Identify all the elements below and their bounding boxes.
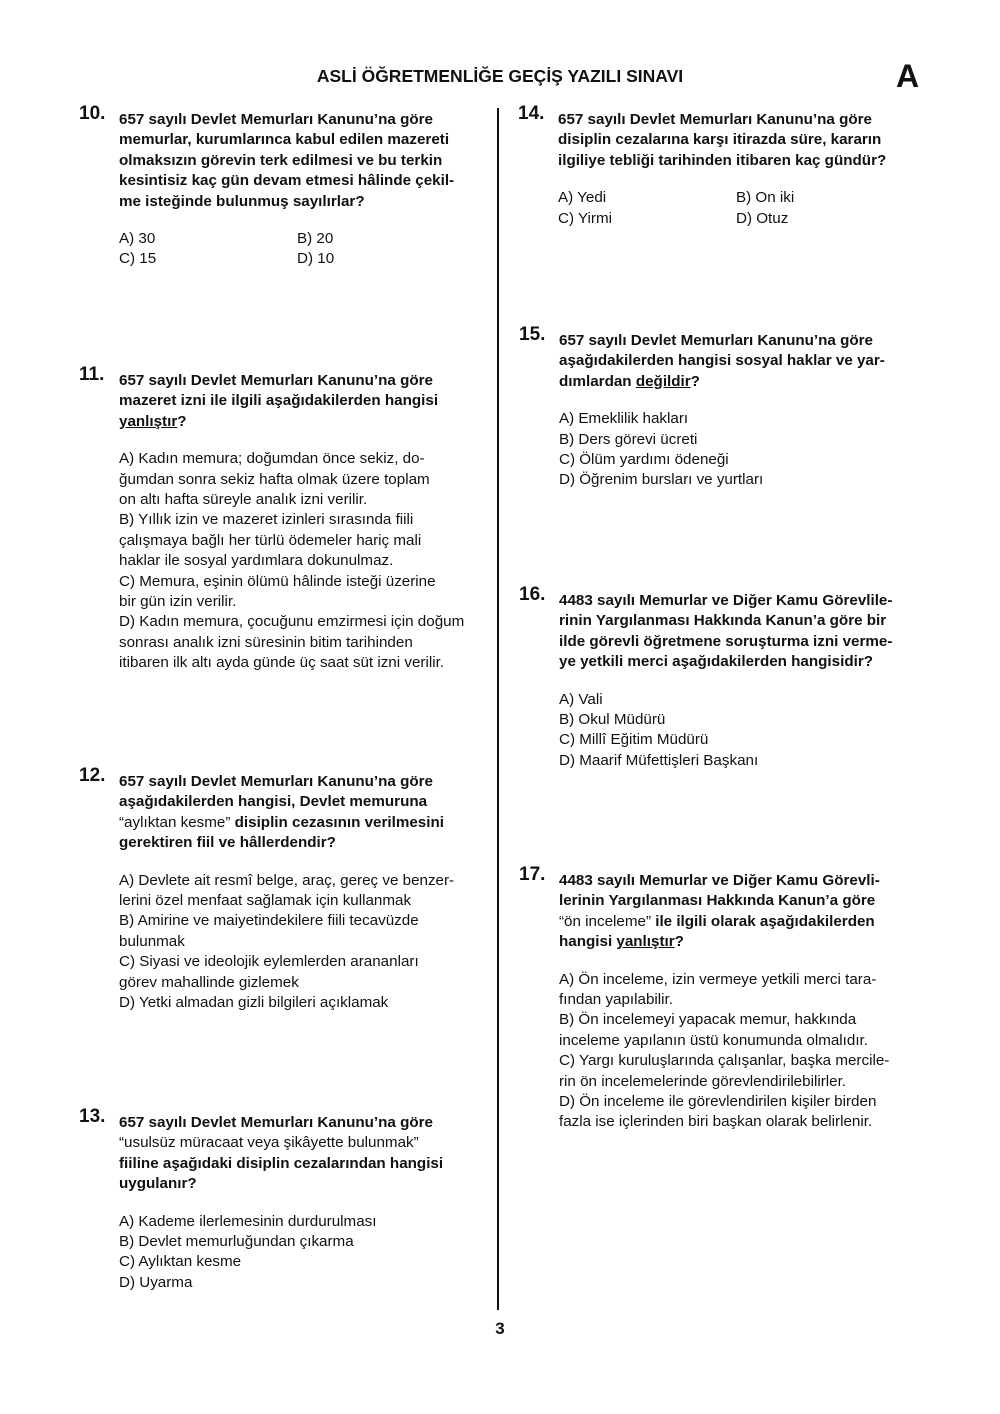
option-d[interactable]: D) Öğrenim bursları ve yurtları bbox=[559, 471, 764, 489]
page-number: 3 bbox=[495, 1319, 505, 1338]
answer-options bbox=[119, 229, 489, 270]
question-16 bbox=[519, 584, 939, 771]
option-a[interactable]: A) Vali bbox=[559, 690, 603, 708]
option-b[interactable]: B) Amirine ve maiyetindekilere fiili tecavüzde bulunmak bbox=[119, 912, 419, 950]
option-c[interactable]: C) Aylıktan kesme bbox=[119, 1253, 242, 1271]
option-d[interactable]: D) Ön inceleme ile görevlendirilen kişiler birden fazla ise içlerinden biri başkan olarak belirlenir. bbox=[559, 1093, 877, 1131]
booklet-letter: A bbox=[896, 58, 920, 94]
question-stem: 657 sayılı Devlet Memurları Kanunu’na göre memurlar, kurumlarınca kabul edilen mazereti olmaksızın görevin terk edilmesi ve bu terkin kesintisiz kaç gün devam etmesi hâlinde çekil- me isteğinde bulunmuş sayılırlar? bbox=[119, 111, 455, 210]
option-a[interactable]: A) Yedi bbox=[558, 189, 607, 207]
answer-options bbox=[119, 1212, 494, 1294]
option-d[interactable]: D) Otuz bbox=[736, 209, 789, 227]
option-c[interactable]: C) Millî Eğitim Müdürü bbox=[559, 731, 709, 749]
option-a[interactable]: A) Devlete ait resmî belge, araç, gereç ve benzer- lerini özel menfaat sağlamak için kullanmak bbox=[119, 871, 455, 910]
option-b[interactable]: B) Devlet memurluğundan çıkarma bbox=[119, 1233, 354, 1251]
option-a[interactable]: A) Kadın memura; doğumdan önce sekiz, do- ğumdan sonra sekiz hafta olmak üzere toplam on altı hafta süreyle analık izni verilir. bbox=[119, 450, 430, 509]
question-17 bbox=[519, 864, 939, 1133]
question-stem: 657 sayılı Devlet Memurları Kanunu’na göre “usulsüz müracaat veya şikâyette bulunmak” fiiline aşağıdaki disiplin cezalarından hangisi uygulanır? bbox=[119, 1114, 444, 1193]
question-number: 10. bbox=[79, 103, 106, 124]
option-a[interactable]: A) Emeklilik hakları bbox=[559, 410, 689, 428]
question-number: 11. bbox=[79, 364, 105, 385]
question-11 bbox=[79, 364, 494, 674]
option-b[interactable]: B) Okul Müdürü bbox=[559, 711, 666, 729]
answer-options bbox=[558, 188, 938, 229]
question-stem: 657 sayılı Devlet Memurları Kanunu’na göre aşağıdakilerden hangisi sosyal haklar ve yar- dımlardan değildir? bbox=[559, 332, 885, 390]
option-b[interactable]: B) Yıllık izin ve mazeret izinleri sırasında fiili çalışmaya bağlı her türlü ödemeler hariç mali haklar ile sosyal yardımlara dokunulmaz. bbox=[119, 511, 422, 570]
option-b[interactable]: B) Ön incelemeyi yapacak memur, hakkında inceleme yapılanın üstü konumunda olmalıdır. bbox=[559, 1011, 868, 1049]
option-d[interactable]: D) Yetki almadan gizli bilgileri açıklamak bbox=[119, 994, 389, 1012]
question-number: 12. bbox=[79, 765, 106, 786]
question-number: 13. bbox=[79, 1106, 106, 1127]
question-stem: 4483 sayılı Memurlar ve Diğer Kamu Görevlile- rinin Yargılanması Hakkında Kanun’a göre bir ilde görevli öğretmene soruşturma izni verme- ye yetkili merci aşağıdakilerden hangisidir? bbox=[559, 592, 893, 671]
option-c[interactable]: C) Yirmi bbox=[558, 209, 612, 227]
option-a[interactable]: A) 30 bbox=[119, 230, 156, 248]
option-d[interactable]: D) Uyarma bbox=[119, 1273, 193, 1291]
option-b[interactable]: B) Ders görevi ücreti bbox=[559, 430, 698, 448]
question-number: 17. bbox=[519, 864, 546, 885]
option-d[interactable]: D) 10 bbox=[297, 250, 335, 268]
question-number: 16. bbox=[519, 584, 546, 605]
option-b[interactable]: B) 20 bbox=[297, 230, 334, 248]
option-a[interactable]: A) Ön inceleme, izin vermeye yetkili merci tara- fından yapılabilir. bbox=[559, 970, 877, 1009]
question-stem: 657 sayılı Devlet Memurları Kanunu’na göre aşağıdakilerden hangisi, Devlet memuruna “aylıktan kesme” disiplin cezasının verilmesini gerektiren fiil ve hâllerdendir? bbox=[119, 773, 444, 852]
option-d[interactable]: D) Maarif Müfettişleri Başkanı bbox=[559, 751, 759, 769]
option-c[interactable]: C) Memura, eşinin ölümü hâlinde isteği üzerine bir gün izin verilir. bbox=[119, 572, 436, 611]
question-10 bbox=[79, 103, 489, 270]
question-15 bbox=[519, 324, 939, 491]
answer-options bbox=[559, 409, 939, 491]
question-stem: 4483 sayılı Memurlar ve Diğer Kamu Görevli- lerinin Yargılanması Hakkında Kanun’a göre “ön inceleme” ile ilgili olarak aşağıdakilerden hangisi yanlıştır? bbox=[559, 872, 880, 951]
question-stem: 657 sayılı Devlet Memurları Kanunu’na göre disiplin cezalarına karşı itirazda süre, kararın ilgiliye tebliği tarihinden itibaren kaç gündür? bbox=[558, 111, 887, 169]
answer-options bbox=[119, 871, 494, 1014]
answer-options bbox=[559, 970, 939, 1133]
column-divider bbox=[497, 108, 499, 1310]
question-14 bbox=[518, 103, 938, 229]
question-number: 14. bbox=[518, 103, 545, 124]
option-d[interactable]: D) Kadın memura, çocuğunu emzirmesi için doğum sonrası analık izni süresinin bitim tarihinden itibaren ilk altı ayda günde üç saat süt izni verilir. bbox=[119, 613, 465, 672]
exam-title: ASLİ ÖĞRETMENLİĞE GEÇİŞ YAZILI SINAVI bbox=[316, 66, 684, 86]
option-a[interactable]: A) Kademe ilerlemesinin durdurulması bbox=[119, 1212, 377, 1230]
option-c[interactable]: C) Yargı kuruluşlarında çalışanlar, başka mercile- rin ön incelemelerinde görevlendirilebilirler. bbox=[559, 1052, 890, 1090]
option-c[interactable]: C) 15 bbox=[119, 250, 157, 268]
option-c[interactable]: C) Ölüm yardımı ödeneği bbox=[559, 451, 729, 469]
question-number: 15. bbox=[519, 324, 546, 345]
answer-options bbox=[119, 449, 494, 673]
question-stem: 657 sayılı Devlet Memurları Kanunu’na göre mazeret izni ile ilgili aşağıdakilerden hangisi yanlıştır? bbox=[119, 372, 439, 430]
option-c[interactable]: C) Siyasi ve ideolojik eylemlerden arananları görev mahallinde gizlemek bbox=[119, 953, 419, 991]
option-b[interactable]: B) On iki bbox=[736, 189, 795, 207]
answer-options bbox=[559, 690, 939, 772]
question-12 bbox=[79, 765, 494, 1013]
question-13 bbox=[79, 1106, 494, 1293]
